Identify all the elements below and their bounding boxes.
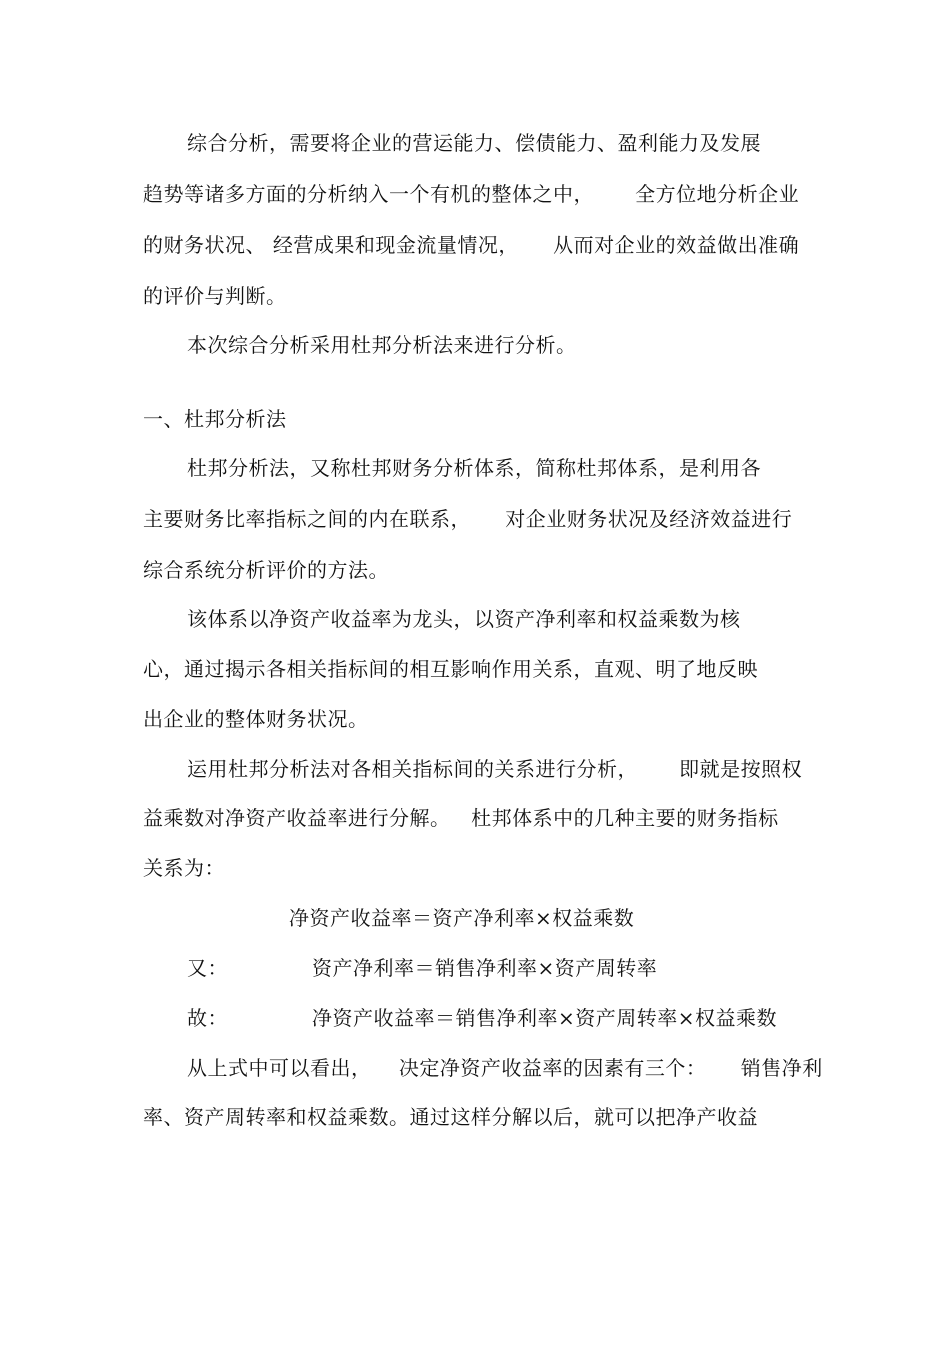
paragraph-1-line-2: 趋势等诸多方面的分析纳入一个有机的整体之中， 全方位地分析企业 bbox=[143, 182, 800, 206]
paragraph-1-line-3: 的财务状况、 经营成果和现金流量情况， 从而对企业的效益做出准确 bbox=[143, 233, 800, 257]
formula-therefore: 净资产收益率＝销售净利率×资产周转率×权益乘数 bbox=[312, 1006, 778, 1030]
section-paragraph-3-line-1: 运用杜邦分析法对各相关指标间的关系进行分析， 即就是按照权 bbox=[187, 757, 803, 781]
section-paragraph-2-line-1: 该体系以净资产收益率为龙头，以资产净利率和权益乘数为核 bbox=[187, 607, 741, 631]
closing-paragraph-line-1: 从上式中可以看出， 决定净资产收益率的因素有三个： 销售净利 bbox=[187, 1056, 823, 1080]
formula-main: 净资产收益率＝资产净利率×权益乘数 bbox=[289, 906, 635, 930]
section-paragraph-3-line-3: 关系为： bbox=[143, 856, 225, 880]
formula-also: 资产净利率＝销售净利率×资产周转率 bbox=[312, 956, 658, 980]
formula-therefore-label: 故： bbox=[187, 1006, 228, 1030]
paragraph-2-line-1: 本次综合分析采用杜邦分析法来进行分析。 bbox=[187, 333, 577, 357]
section-paragraph-1-line-1: 杜邦分析法，又称杜邦财务分析体系，简称杜邦体系，是利用各 bbox=[187, 456, 761, 480]
section-paragraph-2-line-2: 心，通过揭示各相关指标间的相互影响作用关系，直观、明了地反映 bbox=[143, 657, 758, 681]
closing-paragraph-line-2: 率、资产周转率和权益乘数。通过这样分解以后，就可以把净产收益 bbox=[143, 1105, 758, 1129]
section-heading: 一、杜邦分析法 bbox=[143, 407, 287, 431]
paragraph-1-line-4: 的评价与判断。 bbox=[143, 284, 287, 308]
section-paragraph-3-line-2: 益乘数对净资产收益率进行分解。 杜邦体系中的几种主要的财务指标 bbox=[143, 806, 779, 830]
formula-also-label: 又： bbox=[187, 956, 228, 980]
section-paragraph-1-line-3: 综合系统分析评价的方法。 bbox=[143, 558, 389, 582]
section-paragraph-2-line-3: 出企业的整体财务状况。 bbox=[143, 707, 369, 731]
section-paragraph-1-line-2: 主要财务比率指标之间的内在联系， 对企业财务状况及经济效益进行 bbox=[143, 507, 793, 531]
paragraph-1-line-1: 综合分析，需要将企业的营运能力、偿债能力、盈利能力及发展 bbox=[187, 131, 761, 155]
